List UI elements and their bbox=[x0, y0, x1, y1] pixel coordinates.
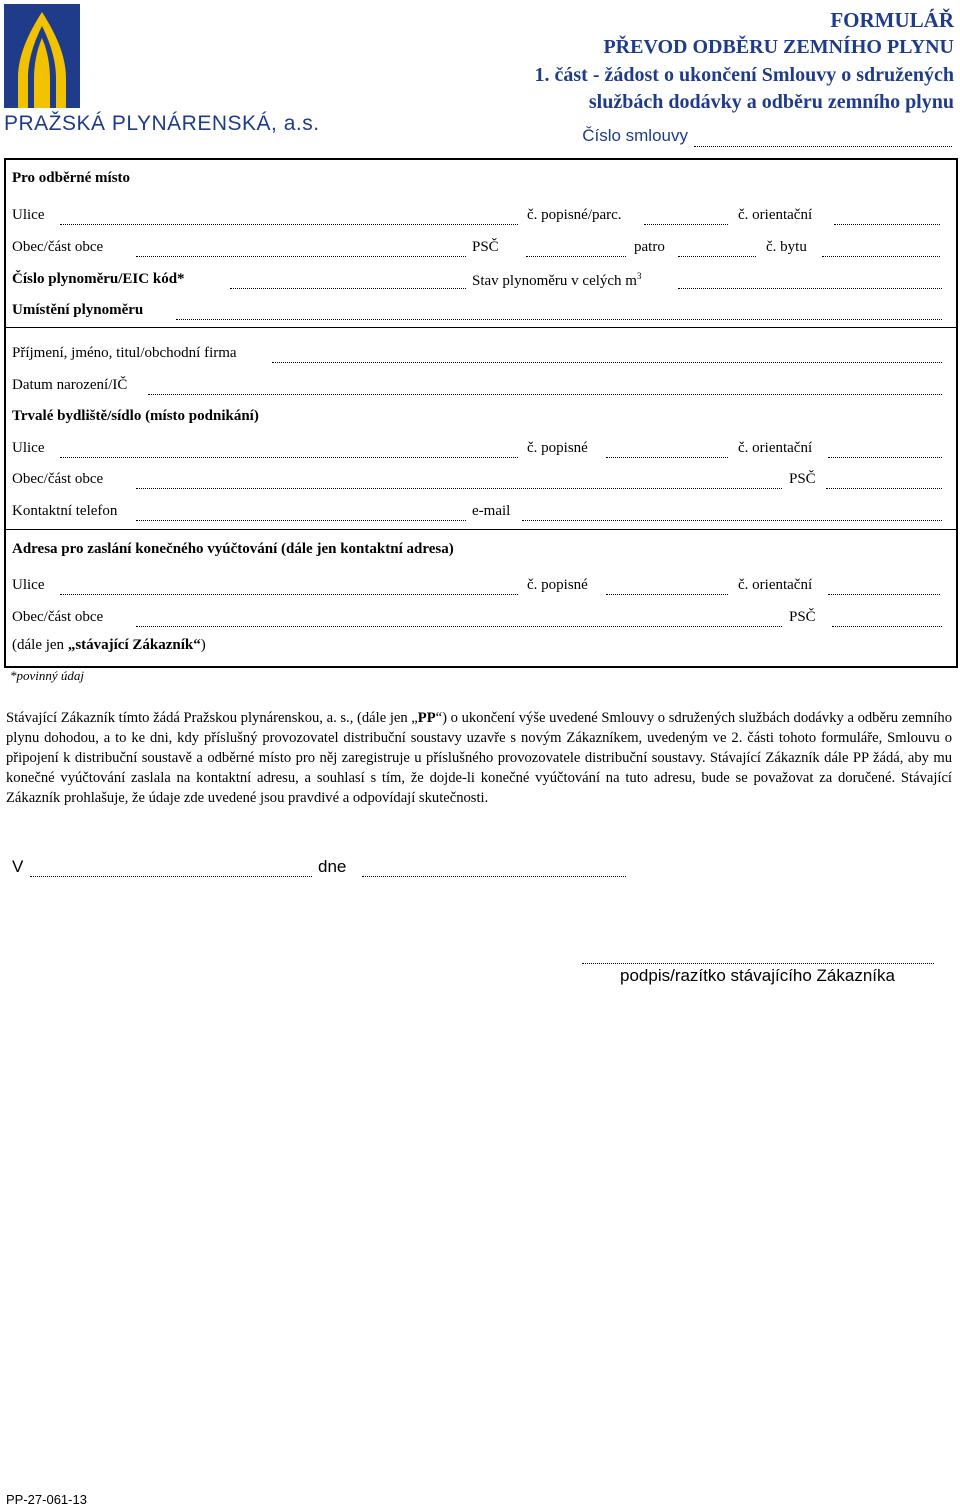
place-meter-location-field[interactable] bbox=[176, 319, 942, 320]
contract-number-label: Číslo smlouvy bbox=[582, 126, 688, 145]
place-meter-id-label: Číslo plynoměru/EIC kód* bbox=[12, 271, 185, 287]
contact-municipality-label: Obec/část obce bbox=[12, 609, 104, 625]
place-meter-state-field[interactable] bbox=[678, 288, 942, 289]
residence-house-no-field[interactable] bbox=[606, 457, 728, 458]
email-field[interactable] bbox=[522, 520, 942, 521]
residence-zip-label: PSČ bbox=[789, 471, 816, 487]
contact-house-no-field[interactable] bbox=[606, 594, 728, 595]
place-meter-state-label: Stav plynoměru v celých $m^3$ bbox=[472, 271, 642, 289]
form-label: FORMULÁŘ bbox=[830, 8, 954, 32]
required-note: *povinný údaj bbox=[10, 668, 85, 683]
date-signed-field[interactable] bbox=[362, 876, 626, 877]
residence-heading: Trvalé bydliště/sídlo (místo podnikání) bbox=[12, 408, 259, 424]
phone-label: Kontaktní telefon bbox=[12, 503, 118, 519]
form-code: PP-27-061-13 bbox=[6, 1492, 87, 1507]
contact-zip-field[interactable] bbox=[832, 626, 942, 627]
place-meter-id-field[interactable] bbox=[230, 288, 466, 289]
contact-street-label: Ulice bbox=[12, 577, 45, 593]
place-street-label: Ulice bbox=[12, 207, 45, 223]
person-birth-label: Datum narození/IČ bbox=[12, 377, 128, 393]
place-floor-label: patro bbox=[634, 239, 665, 255]
company-name: PRAŽSKÁ PLYNÁRENSKÁ, a.s. bbox=[4, 112, 320, 135]
residence-street-label: Ulice bbox=[12, 440, 45, 456]
email-label: e-mail bbox=[472, 503, 511, 519]
declaration-text: Stávající Zákazník tímto žádá Pražskou plynárenskou, a. s., (dále jen „PP“) o ukončení výše uvedené Smlouvy o sdružených službách dodávky a odběru zemního plynu dohodou, a to ke dni, kdy příslušný provozovatel distribuční soustavy uzavře s novým Zákazníkem, uvedeným ve 2. části tohoto formuláře, Smlouvu o připojení k distribuční soustavě a odběrné místo pro něj zaregistruje u příslušného provozovatele distribuční soustavy. Stávající Zákazník dále PP žádá, aby mu konečné vyúčtování zaslala na kontaktní adresu, a souhlasí s tím, že dojde-li konečné vyúčtování na tuto adresu, bude se považovat za doručené. Stávající Zákazník prohlašuje, že údaje zde uvedené jsou pravdivé a odpovídají skutečnosti. bbox=[6, 710, 953, 806]
place-zip-label: PSČ bbox=[472, 239, 499, 255]
date-signed-label: dne bbox=[318, 857, 347, 876]
person-name-label: Příjmení, jméno, titul/obchodní firma bbox=[12, 345, 237, 361]
place-flat-label: č. bytu bbox=[766, 239, 807, 255]
residence-municipality-label: Obec/část obce bbox=[12, 471, 104, 487]
place-floor-field[interactable] bbox=[678, 256, 756, 257]
place-house-no-field[interactable] bbox=[644, 224, 728, 225]
contact-orient-no-field[interactable] bbox=[828, 594, 940, 595]
signature-label: podpis/razítko stávajícího Zákazníka bbox=[620, 966, 895, 985]
section-divider bbox=[4, 529, 956, 530]
signature-field[interactable] bbox=[582, 963, 934, 964]
place-zip-field[interactable] bbox=[526, 256, 626, 257]
residence-street-field[interactable] bbox=[60, 457, 518, 458]
place-heading: Pro odběrné místo bbox=[12, 170, 131, 186]
place-orient-no-label: č. orientační bbox=[738, 207, 813, 223]
place-municipality-field[interactable] bbox=[136, 256, 466, 257]
place-flat-field[interactable] bbox=[822, 256, 940, 257]
contract-number-field[interactable] bbox=[694, 146, 952, 147]
section-divider bbox=[4, 327, 956, 328]
residence-municipality-field[interactable] bbox=[136, 488, 782, 489]
person-birth-field[interactable] bbox=[148, 394, 942, 395]
residence-zip-field[interactable] bbox=[826, 488, 942, 489]
residence-house-no-label: č. popisné bbox=[527, 440, 588, 456]
part-title-line2: službách dodávky a odběru zemního plynu bbox=[588, 91, 954, 113]
place-signed-label: V bbox=[12, 857, 24, 876]
contact-zip-label: PSČ bbox=[789, 609, 816, 625]
contact-street-field[interactable] bbox=[60, 594, 518, 595]
place-meter-location-label: Umístění plynoměru bbox=[12, 302, 144, 318]
residence-orient-no-label: č. orientační bbox=[738, 440, 813, 456]
place-orient-no-field[interactable] bbox=[834, 224, 940, 225]
contact-municipality-field[interactable] bbox=[136, 626, 782, 627]
residence-orient-no-field[interactable] bbox=[828, 457, 942, 458]
person-name-field[interactable] bbox=[272, 362, 942, 363]
contact-heading: Adresa pro zaslání konečného vyúčtování (dále jen kontaktní adresa) bbox=[12, 541, 454, 557]
place-house-no-label: č. popisné/parc. bbox=[527, 207, 622, 223]
phone-field[interactable] bbox=[136, 520, 466, 521]
contact-orient-no-label: č. orientační bbox=[738, 577, 813, 593]
place-street-field[interactable] bbox=[60, 224, 518, 225]
place-signed-field[interactable] bbox=[30, 876, 312, 877]
part-title-line1: 1. část - žádost o ukončení Smlouvy o sdružených bbox=[534, 64, 954, 86]
contact-house-no-label: č. popisné bbox=[527, 577, 588, 593]
form-title: PŘEVOD ODBĚRU ZEMNÍHO PLYNU bbox=[603, 36, 954, 58]
current-customer-note: (dále jen „stávající Zákazník“) bbox=[12, 637, 206, 653]
place-municipality-label: Obec/část obce bbox=[12, 239, 104, 255]
